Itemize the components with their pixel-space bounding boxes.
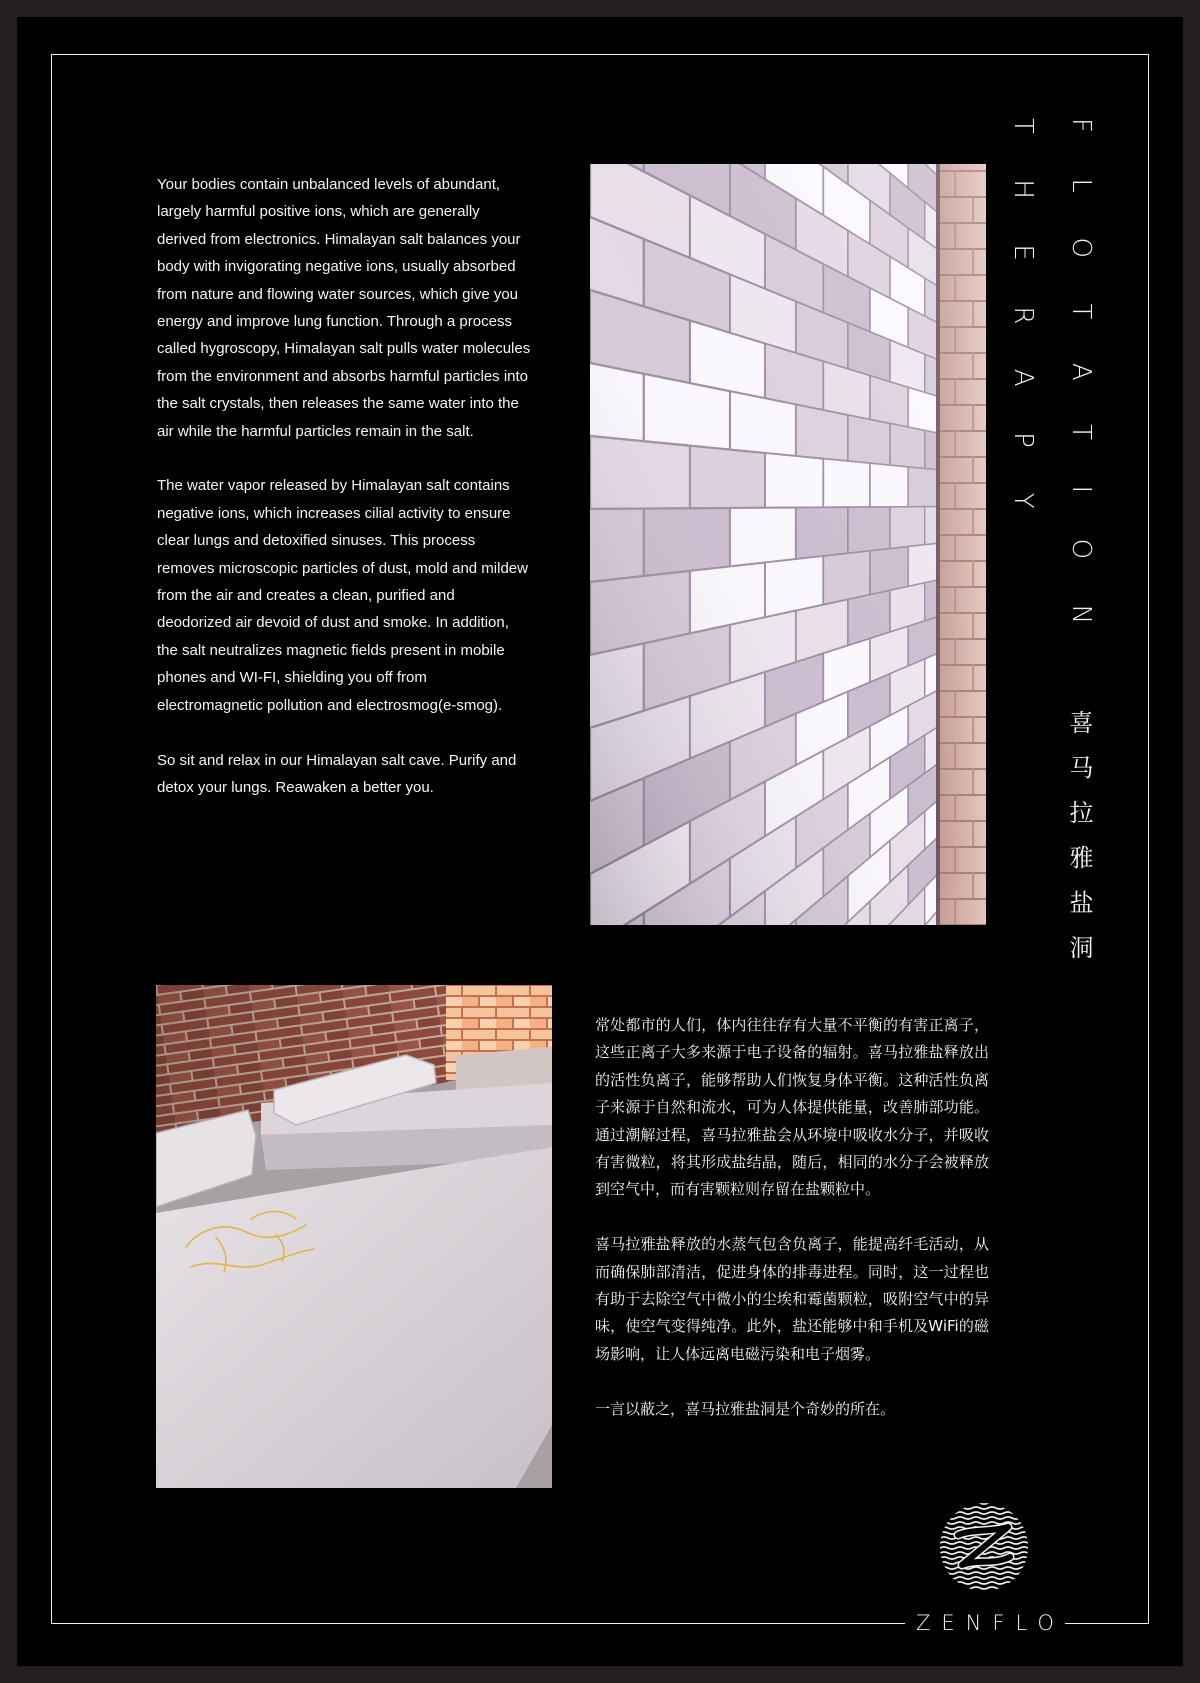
wave-circle-logo-icon: [936, 1499, 1032, 1595]
chinese-body-copy: [595, 1012, 989, 1450]
english-paragraph-2: The water vapor released by Himalayan salt contains negative ions, which increases cilial activity to ensure clear lungs and detoxified sinuses. This process removes microscopic particles of dust, mold and mildew from the air and creates a clean, purified and deodorized air devoid of dust and smoke. In addition, the salt neutralizes magnetic fields present in mobile phones and WI-FI, shielding you off from electromagnetic pollution and electrosmog(e-smog).: [157, 477, 528, 714]
title-flotation: FLOTATION: [1066, 118, 1096, 670]
chinese-paragraph-2: 喜马拉雅盐释放的水蒸气包含负离子，能提高纤毛活动，从而确保肺部清洁，促进身体的排毒进程。同时，这一过程也有助于去除空气中微小的尘埃和霉菌颗粒，吸附空气中的异味，使空气变得纯净。此外，盐还能够中和手机及WiFi的磁场影响，让人体远离电磁污染和电子烟雾。: [595, 1235, 989, 1363]
chinese-paragraph-1: 常处都市的人们，体内往往存有大量不平衡的有害正离子，这些正离子大多来源于电子设备的辐射。喜马拉雅盐释放出的活性负离子，能够帮助人们恢复身体平衡。这种活性负离子来源于自然和流水，可为人体提供能量，改善肺部功能。通过潮解过程，喜马拉雅盐会从环境中吸收水分子，并吸收有害微粒，将其形成盐结晶，随后，相同的水分子会被释放到空气中，而有害颗粒则存留在盐颗粒中。: [595, 1016, 989, 1199]
salt-brick-wall-photo: [590, 164, 986, 925]
brand-name: ZENFLO: [905, 1610, 1065, 1636]
salt-room-beds-photo: [156, 985, 552, 1488]
english-body-copy: [157, 171, 531, 829]
title-therapy: THERAPY: [1008, 118, 1038, 555]
title-chinese: 喜马拉雅盐洞: [1065, 710, 1093, 980]
english-paragraph-3: So sit and relax in our Himalayan salt cave. Purify and detox your lungs. Reawaken a better you.: [157, 751, 517, 796]
chinese-paragraph-3: 一言以蔽之，喜马拉雅盐洞是个奇妙的所在。: [595, 1399, 896, 1418]
english-paragraph-1: Your bodies contain unbalanced levels of abundant, largely harmful positive ions, which are generally derived from electronics. Himalayan salt balances your body with invigorating negative ions, usually absorbed from nature and flowing water sources, which give you energy and improve lung function. Through a process called hygroscopy, Himalayan salt pulls water molecules from the environment and absorbs harmful particles into the salt crystals, then releases the same water into the air while the harmful particles remain in the salt.: [157, 176, 531, 440]
